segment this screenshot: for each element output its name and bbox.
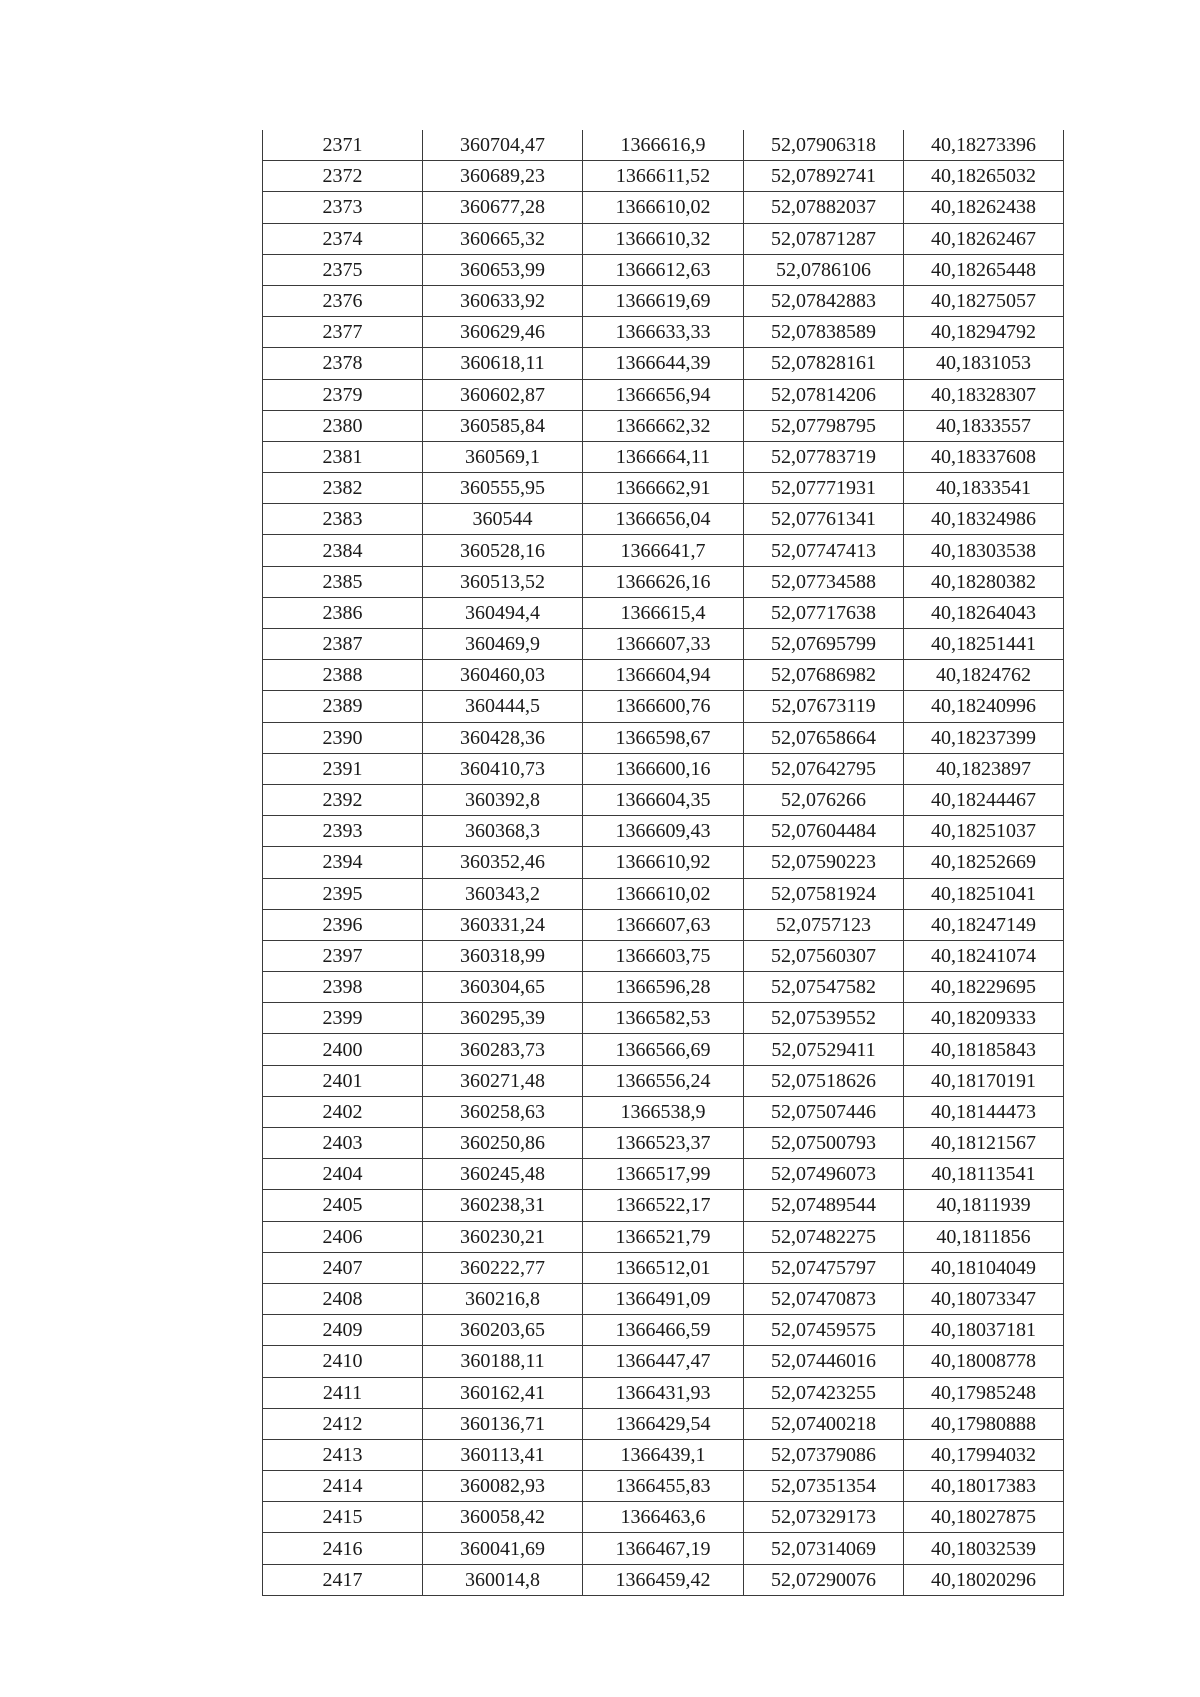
table-row [263,1502,1064,1533]
longitude-cell: 40,18020296 [904,1564,1064,1595]
y-coordinate-cell: 1366600,76 [583,691,744,722]
longitude-cell: 40,18244467 [904,784,1064,815]
point-number-cell: 2378 [263,348,423,379]
y-coordinate-cell: 1366455,83 [583,1471,744,1502]
x-coordinate-cell: 360689,23 [423,161,583,192]
longitude-cell: 40,18337608 [904,441,1064,472]
table-row [263,1190,1064,1221]
y-coordinate-cell: 1366619,69 [583,285,744,316]
coordinates-table [262,130,1064,1596]
y-coordinate-cell: 1366615,4 [583,597,744,628]
y-coordinate-cell: 1366556,24 [583,1065,744,1096]
latitude-cell: 52,07560307 [744,940,904,971]
point-number-cell: 2414 [263,1471,423,1502]
latitude-cell: 52,07838589 [744,317,904,348]
longitude-cell: 40,18252669 [904,847,1064,878]
latitude-cell: 52,07290076 [744,1564,904,1595]
x-coordinate-cell: 360633,92 [423,285,583,316]
point-number-cell: 2376 [263,285,423,316]
longitude-cell: 40,1823897 [904,753,1064,784]
table-row [263,254,1064,285]
point-number-cell: 2393 [263,816,423,847]
longitude-cell: 40,17985248 [904,1377,1064,1408]
x-coordinate-cell: 360677,28 [423,192,583,223]
point-number-cell: 2403 [263,1128,423,1159]
x-coordinate-cell: 360258,63 [423,1096,583,1127]
latitude-cell: 52,07500793 [744,1128,904,1159]
table-row [263,1533,1064,1564]
longitude-cell: 40,18265448 [904,254,1064,285]
table-row [263,535,1064,566]
point-number-cell: 2374 [263,223,423,254]
y-coordinate-cell: 1366604,94 [583,660,744,691]
x-coordinate-cell: 360544 [423,504,583,535]
point-number-cell: 2406 [263,1221,423,1252]
longitude-cell: 40,18303538 [904,535,1064,566]
x-coordinate-cell: 360665,32 [423,223,583,254]
point-number-cell: 2372 [263,161,423,192]
longitude-cell: 40,18328307 [904,379,1064,410]
point-number-cell: 2389 [263,691,423,722]
x-coordinate-cell: 360304,65 [423,972,583,1003]
table-row [263,753,1064,784]
longitude-cell: 40,1831053 [904,348,1064,379]
latitude-cell: 52,07475797 [744,1252,904,1283]
y-coordinate-cell: 1366664,11 [583,441,744,472]
y-coordinate-cell: 1366522,17 [583,1190,744,1221]
longitude-cell: 40,18324986 [904,504,1064,535]
point-number-cell: 2395 [263,878,423,909]
point-number-cell: 2379 [263,379,423,410]
table-row [263,784,1064,815]
point-number-cell: 2400 [263,1034,423,1065]
point-number-cell: 2413 [263,1439,423,1470]
y-coordinate-cell: 1366431,93 [583,1377,744,1408]
latitude-cell: 52,07842883 [744,285,904,316]
y-coordinate-cell: 1366616,9 [583,130,744,161]
x-coordinate-cell: 360392,8 [423,784,583,815]
point-number-cell: 2398 [263,972,423,1003]
point-number-cell: 2401 [263,1065,423,1096]
longitude-cell: 40,18241074 [904,940,1064,971]
longitude-cell: 40,18121567 [904,1128,1064,1159]
table-row [263,379,1064,410]
table-row [263,660,1064,691]
latitude-cell: 52,07507446 [744,1096,904,1127]
table-row [263,1159,1064,1190]
latitude-cell: 52,07814206 [744,379,904,410]
longitude-cell: 40,18229695 [904,972,1064,1003]
longitude-cell: 40,18027875 [904,1502,1064,1533]
point-number-cell: 2373 [263,192,423,223]
point-number-cell: 2397 [263,940,423,971]
table-row [263,348,1064,379]
x-coordinate-cell: 360618,11 [423,348,583,379]
longitude-cell: 40,1811939 [904,1190,1064,1221]
latitude-cell: 52,07482275 [744,1221,904,1252]
table-row [263,847,1064,878]
table-row [263,1003,1064,1034]
latitude-cell: 52,07446016 [744,1346,904,1377]
x-coordinate-cell: 360283,73 [423,1034,583,1065]
x-coordinate-cell: 360494,4 [423,597,583,628]
point-number-cell: 2385 [263,566,423,597]
longitude-cell: 40,18037181 [904,1315,1064,1346]
table-row [263,972,1064,1003]
y-coordinate-cell: 1366662,32 [583,410,744,441]
y-coordinate-cell: 1366603,75 [583,940,744,971]
table-row [263,940,1064,971]
y-coordinate-cell: 1366439,1 [583,1439,744,1470]
longitude-cell: 40,17980888 [904,1408,1064,1439]
latitude-cell: 52,07783719 [744,441,904,472]
y-coordinate-cell: 1366596,28 [583,972,744,1003]
y-coordinate-cell: 1366607,33 [583,629,744,660]
table-row [263,878,1064,909]
point-number-cell: 2390 [263,722,423,753]
point-number-cell: 2408 [263,1283,423,1314]
longitude-cell: 40,18265032 [904,161,1064,192]
table-row [263,1065,1064,1096]
x-coordinate-cell: 360585,84 [423,410,583,441]
table-row [263,722,1064,753]
latitude-cell: 52,07828161 [744,348,904,379]
point-number-cell: 2411 [263,1377,423,1408]
point-number-cell: 2381 [263,441,423,472]
latitude-cell: 52,0757123 [744,909,904,940]
point-number-cell: 2404 [263,1159,423,1190]
x-coordinate-cell: 360602,87 [423,379,583,410]
x-coordinate-cell: 360629,46 [423,317,583,348]
longitude-cell: 40,18017383 [904,1471,1064,1502]
point-number-cell: 2402 [263,1096,423,1127]
x-coordinate-cell: 360238,31 [423,1190,583,1221]
x-coordinate-cell: 360444,5 [423,691,583,722]
point-number-cell: 2384 [263,535,423,566]
y-coordinate-cell: 1366521,79 [583,1221,744,1252]
point-number-cell: 2375 [263,254,423,285]
y-coordinate-cell: 1366662,91 [583,473,744,504]
latitude-cell: 52,07547582 [744,972,904,1003]
point-number-cell: 2392 [263,784,423,815]
latitude-cell: 52,07642795 [744,753,904,784]
point-number-cell: 2391 [263,753,423,784]
longitude-cell: 40,18240996 [904,691,1064,722]
y-coordinate-cell: 1366612,63 [583,254,744,285]
latitude-cell: 52,07470873 [744,1283,904,1314]
y-coordinate-cell: 1366609,43 [583,816,744,847]
table-row [263,1252,1064,1283]
longitude-cell: 40,18008778 [904,1346,1064,1377]
y-coordinate-cell: 1366644,39 [583,348,744,379]
table-row [263,1346,1064,1377]
y-coordinate-cell: 1366598,67 [583,722,744,753]
longitude-cell: 40,18251037 [904,816,1064,847]
longitude-cell: 40,18032539 [904,1533,1064,1564]
point-number-cell: 2399 [263,1003,423,1034]
latitude-cell: 52,07489544 [744,1190,904,1221]
latitude-cell: 52,07906318 [744,130,904,161]
y-coordinate-cell: 1366523,37 [583,1128,744,1159]
y-coordinate-cell: 1366607,63 [583,909,744,940]
longitude-cell: 40,1833541 [904,473,1064,504]
longitude-cell: 40,18294792 [904,317,1064,348]
longitude-cell: 40,1824762 [904,660,1064,691]
table-row [263,1564,1064,1595]
longitude-cell: 40,18113541 [904,1159,1064,1190]
x-coordinate-cell: 360136,71 [423,1408,583,1439]
point-number-cell: 2412 [263,1408,423,1439]
table-row [263,909,1064,940]
table-row [263,629,1064,660]
table-row [263,1377,1064,1408]
y-coordinate-cell: 1366566,69 [583,1034,744,1065]
latitude-cell: 52,07379086 [744,1439,904,1470]
y-coordinate-cell: 1366463,6 [583,1502,744,1533]
longitude-cell: 40,18262438 [904,192,1064,223]
point-number-cell: 2382 [263,473,423,504]
x-coordinate-cell: 360250,86 [423,1128,583,1159]
x-coordinate-cell: 360041,69 [423,1533,583,1564]
table-row [263,317,1064,348]
longitude-cell: 40,1811856 [904,1221,1064,1252]
latitude-cell: 52,07717638 [744,597,904,628]
longitude-cell: 40,18237399 [904,722,1064,753]
point-number-cell: 2371 [263,130,423,161]
x-coordinate-cell: 360653,99 [423,254,583,285]
latitude-cell: 52,076266 [744,784,904,815]
x-coordinate-cell: 360222,77 [423,1252,583,1283]
latitude-cell: 52,07695799 [744,629,904,660]
table-row [263,816,1064,847]
latitude-cell: 52,07590223 [744,847,904,878]
point-number-cell: 2417 [263,1564,423,1595]
x-coordinate-cell: 360410,73 [423,753,583,784]
point-number-cell: 2405 [263,1190,423,1221]
table-row [263,504,1064,535]
point-number-cell: 2377 [263,317,423,348]
latitude-cell: 52,07400218 [744,1408,904,1439]
latitude-cell: 52,07734588 [744,566,904,597]
point-number-cell: 2407 [263,1252,423,1283]
table-row [263,1439,1064,1470]
y-coordinate-cell: 1366517,99 [583,1159,744,1190]
x-coordinate-cell: 360245,48 [423,1159,583,1190]
latitude-cell: 52,07686982 [744,660,904,691]
x-coordinate-cell: 360469,9 [423,629,583,660]
y-coordinate-cell: 1366429,54 [583,1408,744,1439]
latitude-cell: 52,07518626 [744,1065,904,1096]
point-number-cell: 2415 [263,1502,423,1533]
latitude-cell: 52,07771931 [744,473,904,504]
table-row [263,441,1064,472]
y-coordinate-cell: 1366459,42 [583,1564,744,1595]
latitude-cell: 52,07892741 [744,161,904,192]
y-coordinate-cell: 1366656,04 [583,504,744,535]
y-coordinate-cell: 1366633,33 [583,317,744,348]
longitude-cell: 40,18280382 [904,566,1064,597]
x-coordinate-cell: 360014,8 [423,1564,583,1595]
point-number-cell: 2396 [263,909,423,940]
table-row [263,130,1064,161]
longitude-cell: 40,18262467 [904,223,1064,254]
longitude-cell: 40,18264043 [904,597,1064,628]
table-row [263,223,1064,254]
latitude-cell: 52,07529411 [744,1034,904,1065]
y-coordinate-cell: 1366626,16 [583,566,744,597]
longitude-cell: 40,18209333 [904,1003,1064,1034]
x-coordinate-cell: 360555,95 [423,473,583,504]
x-coordinate-cell: 360216,8 [423,1283,583,1314]
x-coordinate-cell: 360082,93 [423,1471,583,1502]
point-number-cell: 2409 [263,1315,423,1346]
y-coordinate-cell: 1366604,35 [583,784,744,815]
point-number-cell: 2416 [263,1533,423,1564]
table-row [263,1221,1064,1252]
latitude-cell: 52,07761341 [744,504,904,535]
table-row [263,285,1064,316]
y-coordinate-cell: 1366600,16 [583,753,744,784]
y-coordinate-cell: 1366641,7 [583,535,744,566]
x-coordinate-cell: 360058,42 [423,1502,583,1533]
latitude-cell: 52,07496073 [744,1159,904,1190]
latitude-cell: 52,07673119 [744,691,904,722]
latitude-cell: 52,07658664 [744,722,904,753]
longitude-cell: 40,18251441 [904,629,1064,660]
x-coordinate-cell: 360295,39 [423,1003,583,1034]
longitude-cell: 40,17994032 [904,1439,1064,1470]
y-coordinate-cell: 1366611,52 [583,161,744,192]
x-coordinate-cell: 360343,2 [423,878,583,909]
x-coordinate-cell: 360188,11 [423,1346,583,1377]
y-coordinate-cell: 1366582,53 [583,1003,744,1034]
longitude-cell: 40,18275057 [904,285,1064,316]
table-row [263,597,1064,628]
longitude-cell: 40,18273396 [904,130,1064,161]
table-row [263,161,1064,192]
point-number-cell: 2388 [263,660,423,691]
latitude-cell: 52,07314069 [744,1533,904,1564]
longitude-cell: 40,18170191 [904,1065,1064,1096]
table-row [263,1408,1064,1439]
latitude-cell: 52,07459575 [744,1315,904,1346]
longitude-cell: 40,18185843 [904,1034,1064,1065]
x-coordinate-cell: 360428,36 [423,722,583,753]
table-row [263,410,1064,441]
point-number-cell: 2387 [263,629,423,660]
table-row [263,473,1064,504]
table-row [263,1471,1064,1502]
x-coordinate-cell: 360203,65 [423,1315,583,1346]
table-row [263,691,1064,722]
latitude-cell: 52,07882037 [744,192,904,223]
table-row [263,566,1064,597]
y-coordinate-cell: 1366491,09 [583,1283,744,1314]
point-number-cell: 2394 [263,847,423,878]
x-coordinate-cell: 360331,24 [423,909,583,940]
latitude-cell: 52,07604484 [744,816,904,847]
x-coordinate-cell: 360271,48 [423,1065,583,1096]
point-number-cell: 2410 [263,1346,423,1377]
x-coordinate-cell: 360113,41 [423,1439,583,1470]
x-coordinate-cell: 360513,52 [423,566,583,597]
y-coordinate-cell: 1366447,47 [583,1346,744,1377]
point-number-cell: 2380 [263,410,423,441]
table-row [263,1096,1064,1127]
x-coordinate-cell: 360230,21 [423,1221,583,1252]
x-coordinate-cell: 360704,47 [423,130,583,161]
coordinates-table-body [263,130,1064,1595]
y-coordinate-cell: 1366610,92 [583,847,744,878]
latitude-cell: 52,07798795 [744,410,904,441]
x-coordinate-cell: 360318,99 [423,940,583,971]
latitude-cell: 52,07871287 [744,223,904,254]
y-coordinate-cell: 1366610,02 [583,192,744,223]
latitude-cell: 52,07423255 [744,1377,904,1408]
latitude-cell: 52,07351354 [744,1471,904,1502]
x-coordinate-cell: 360352,46 [423,847,583,878]
longitude-cell: 40,18247149 [904,909,1064,940]
x-coordinate-cell: 360460,03 [423,660,583,691]
table-row [263,1283,1064,1314]
longitude-cell: 40,18251041 [904,878,1064,909]
latitude-cell: 52,07539552 [744,1003,904,1034]
table-row [263,1128,1064,1159]
longitude-cell: 40,18104049 [904,1252,1064,1283]
longitude-cell: 40,1833557 [904,410,1064,441]
y-coordinate-cell: 1366538,9 [583,1096,744,1127]
latitude-cell: 52,07329173 [744,1502,904,1533]
table-row [263,192,1064,223]
x-coordinate-cell: 360368,3 [423,816,583,847]
longitude-cell: 40,18144473 [904,1096,1064,1127]
x-coordinate-cell: 360162,41 [423,1377,583,1408]
point-number-cell: 2386 [263,597,423,628]
y-coordinate-cell: 1366610,02 [583,878,744,909]
x-coordinate-cell: 360569,1 [423,441,583,472]
table-row [263,1034,1064,1065]
point-number-cell: 2383 [263,504,423,535]
longitude-cell: 40,18073347 [904,1283,1064,1314]
table-row [263,1315,1064,1346]
latitude-cell: 52,07581924 [744,878,904,909]
y-coordinate-cell: 1366466,59 [583,1315,744,1346]
y-coordinate-cell: 1366512,01 [583,1252,744,1283]
latitude-cell: 52,0786106 [744,254,904,285]
latitude-cell: 52,07747413 [744,535,904,566]
y-coordinate-cell: 1366656,94 [583,379,744,410]
y-coordinate-cell: 1366610,32 [583,223,744,254]
y-coordinate-cell: 1366467,19 [583,1533,744,1564]
x-coordinate-cell: 360528,16 [423,535,583,566]
